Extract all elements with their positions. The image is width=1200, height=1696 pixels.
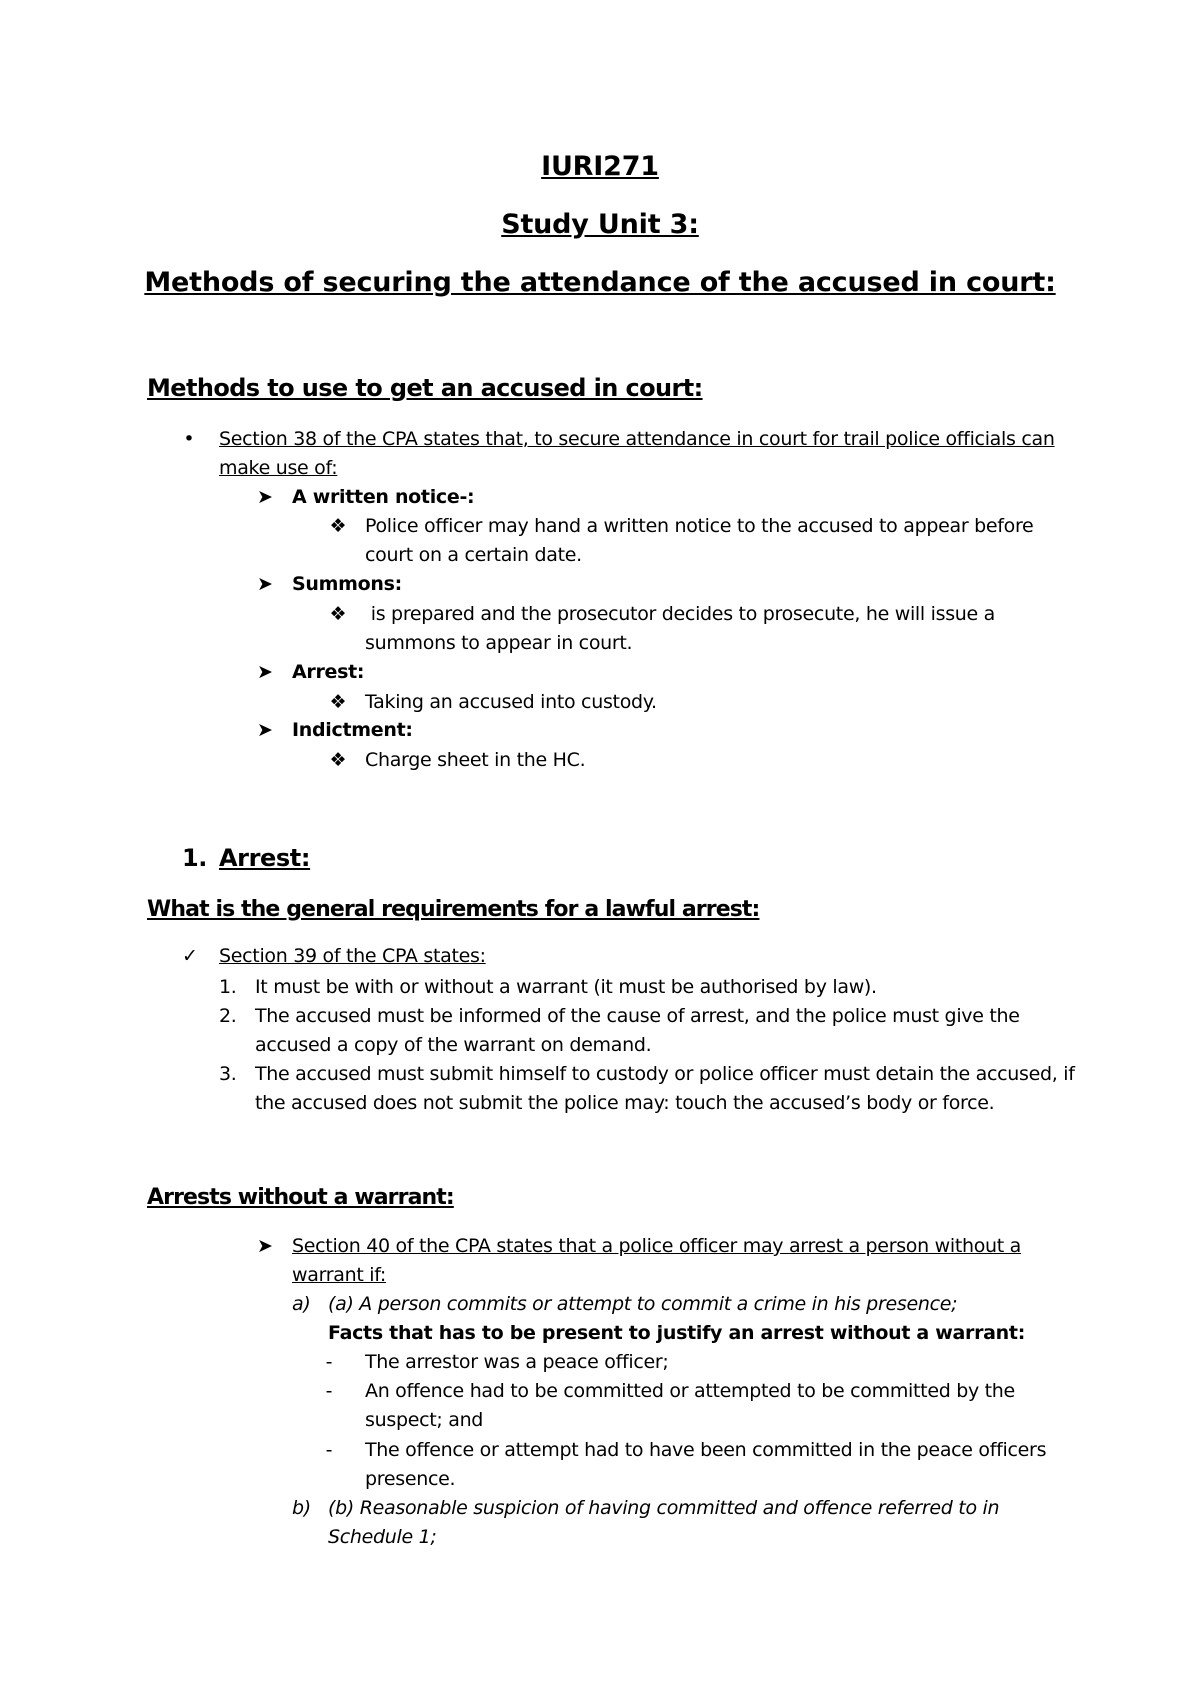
requirement-number: 2. (219, 1005, 237, 1027)
item-b-marker: b) (292, 1497, 311, 1519)
requirement-number: 3. (219, 1063, 237, 1085)
section-40-line: Section 40 of the CPA states that a police officer may arrest a person without a (292, 1235, 1022, 1257)
topic-title: Methods of securing the attendance of the accused in court: (144, 267, 1056, 298)
item-a-marker: a) (292, 1293, 311, 1315)
dash-icon: - (325, 1439, 333, 1461)
requirement-number: 1. (219, 976, 237, 998)
section-38-line-2: make use of: (219, 457, 338, 479)
method-summons: Summons: (292, 573, 402, 595)
item-a-text: (a) A person commits or attempt to commit a crime in his presence; (328, 1293, 958, 1315)
methods-heading: Methods to use to get an accused in court: (147, 374, 703, 402)
section-38-line: Section 38 of the CPA states that, to secure attendance in court for trail police officials can (219, 428, 1055, 450)
requirement-text-2: the accused does not submit the police may: touch the accused’s body or force. (255, 1092, 995, 1114)
method-written-notice-desc: Police officer may hand a written notice to the accused to appear before (365, 515, 1034, 537)
arrowhead-icon: ➤ (257, 719, 273, 741)
method-summons-desc-2: summons to appear in court. (365, 632, 633, 654)
arrowhead-icon: ➤ (257, 486, 273, 508)
dash-icon: - (325, 1380, 333, 1402)
diamond-bullet-icon: ❖ (329, 515, 347, 537)
section-40-line-2: warrant if: (292, 1264, 387, 1286)
facts-heading: Facts that has to be present to justify an arrest without a warrant: (328, 1322, 1025, 1344)
fact-text: An offence had to be committed or attempted to be committed by the (365, 1380, 1015, 1402)
arrest-number: 1. (182, 844, 208, 872)
method-written-notice: A written notice-: (292, 486, 475, 508)
study-unit-title: Study Unit 3: (501, 209, 699, 240)
diamond-bullet-icon: ❖ (329, 691, 347, 713)
diamond-bullet-icon: ❖ (329, 603, 347, 625)
method-indictment: Indictment: (292, 719, 413, 741)
method-summons-desc: is prepared and the prosecutor decides to prosecute, he will issue a (365, 603, 996, 625)
requirement-text: It must be with or without a warrant (it must be authorised by law). (255, 976, 877, 998)
arrowhead-icon: ➤ (257, 661, 273, 683)
method-arrest-desc: Taking an accused into custody. (365, 691, 657, 713)
requirement-text: The accused must submit himself to custody or police officer must detain the accused, if (255, 1063, 1075, 1085)
fact-text-2: suspect; and (365, 1409, 484, 1431)
requirement-text: The accused must be informed of the cause of arrest, and the police must give the (255, 1005, 1020, 1027)
section-39-line: Section 39 of the CPA states: (219, 945, 486, 967)
dash-icon: - (325, 1351, 333, 1373)
arrowhead-icon: ➤ (257, 573, 273, 595)
arrest-heading: Arrest: (219, 844, 311, 872)
method-indictment-desc: Charge sheet in the HC. (365, 749, 586, 771)
requirements-heading: What is the general requirements for a lawful arrest: (147, 897, 760, 922)
diamond-bullet-icon: ❖ (329, 749, 347, 771)
arrowhead-icon: ➤ (257, 1235, 273, 1257)
method-arrest: Arrest: (292, 661, 365, 683)
checkmark-icon: ✓ (182, 945, 198, 967)
fact-text-2: presence. (365, 1468, 456, 1490)
item-b-text: (b) Reasonable suspicion of having committed and offence referred to in (328, 1497, 1000, 1519)
item-b-text-2: Schedule 1; (328, 1526, 437, 1548)
fact-text: The arrestor was a peace officer; (365, 1351, 669, 1373)
bullet-icon: • (183, 428, 195, 450)
course-code: IURI271 (541, 151, 659, 182)
fact-text: The offence or attempt had to have been committed in the peace officers (365, 1439, 1047, 1461)
without-warrant-heading: Arrests without a warrant: (147, 1185, 454, 1210)
method-written-notice-desc-2: court on a certain date. (365, 544, 582, 566)
requirement-text-2: accused a copy of the warrant on demand. (255, 1034, 652, 1056)
